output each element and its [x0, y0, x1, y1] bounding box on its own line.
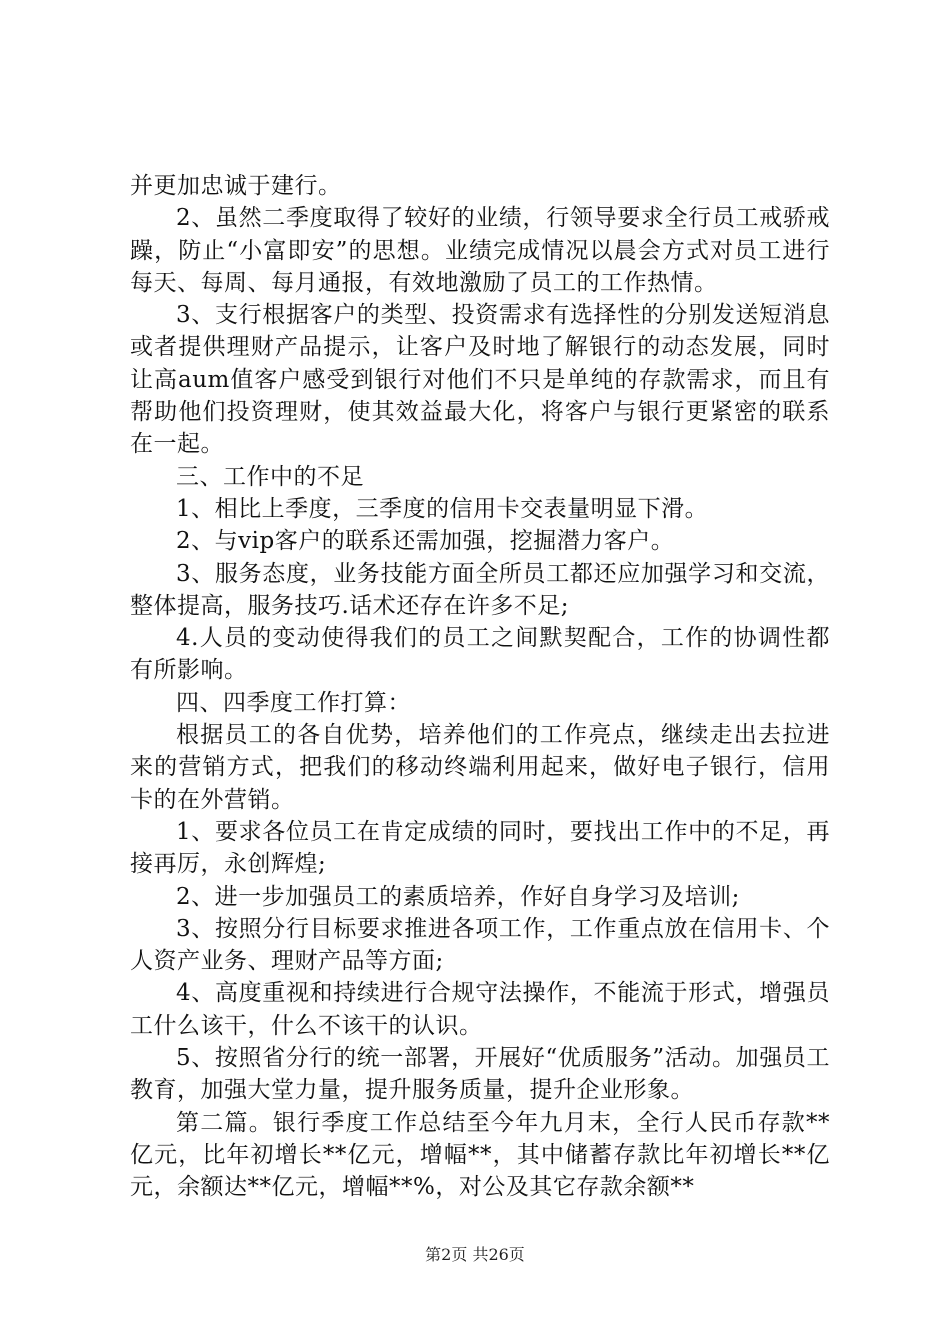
paragraph-item-3: 3、支行根据客户的类型、投资需求有选择性的分别发送短消息或者提供理财产品提示，让客户及时地了解银行的动态发展，同时让高aum值客户感受到银行对他们不只是单纯的存款需求，而且有帮助他们投资理财，使其效益最大化，将客户与银行更紧密的联系在一起。: [130, 302, 830, 458]
paragraph-shortcoming-1: 1、相比上季度，三季度的信用卡交表量明显下滑。: [176, 495, 709, 522]
paragraph-plan-1: 1、要求各位员工在肯定成绩的同时，要找出工作中的不足，再接再厉，永创辉煌;: [130, 818, 830, 878]
paragraph-shortcoming-2: 2、与vip客户的联系还需加强，挖掘潜力客户。: [176, 528, 675, 555]
paragraph-second-article: 第二篇。银行季度工作总结至今年九月末，全行人民币存款**亿元，比年初增长**亿元，增幅**，其中储蓄存款比年初增长**亿元，余额达**亿元，增幅**%，对公及其它存款余额**: [130, 1109, 830, 1201]
paragraph-plan-4: 4、高度重视和持续进行合规守法操作，不能流于形式，增强员工什么该干，什么不该干的认识。: [130, 980, 830, 1039]
page-number-footer: 第2页 共26页: [425, 1245, 525, 1264]
document-body: [130, 170, 830, 1204]
paragraph-shortcoming-4: 4.人员的变动使得我们的员工之间默契配合，工作的协调性都有所影响。: [130, 625, 830, 684]
paragraph-shortcoming-3: 3、服务态度，业务技能方面全所员工都还应加强学习和交流，整体提高，服务技巧.话术还存在许多不足;: [130, 560, 830, 619]
paragraph-continuation: 并更加忠诚于建行。: [130, 173, 342, 199]
paragraph-plan-5: 5、按照省分行的统一部署，开展好“优质服务”活动。加强员工教育，加强大堂力量，提升服务质量，提升企业形象。: [130, 1045, 830, 1104]
paragraph-plan-3: 3、按照分行目标要求推进各项工作，工作重点放在信用卡、个人资产业务、理财产品等方面;: [130, 915, 830, 975]
paragraph-item-2: 2、虽然二季度取得了较好的业绩，行领导要求全行员工戒骄戒躁，防止“小富即安”的思想。业绩完成情况以晨会方式对员工进行每天、每周、每月通报，有效地激励了员工的工作热情。: [130, 205, 830, 296]
section-heading-q4-plan: 四、四季度工作打算：: [176, 689, 411, 716]
paragraph-plan-intro: 根据员工的各自优势，培养他们的工作亮点，继续走出去拉进来的营销方式，把我们的移动终端利用起来，做好电子银行，信用卡的在外营销。: [130, 722, 830, 813]
section-heading-shortcomings: 三、工作中的不足: [176, 463, 364, 490]
paragraph-plan-2: 2、进一步加强员工的素质培养，作好自身学习及培训;: [176, 883, 740, 910]
